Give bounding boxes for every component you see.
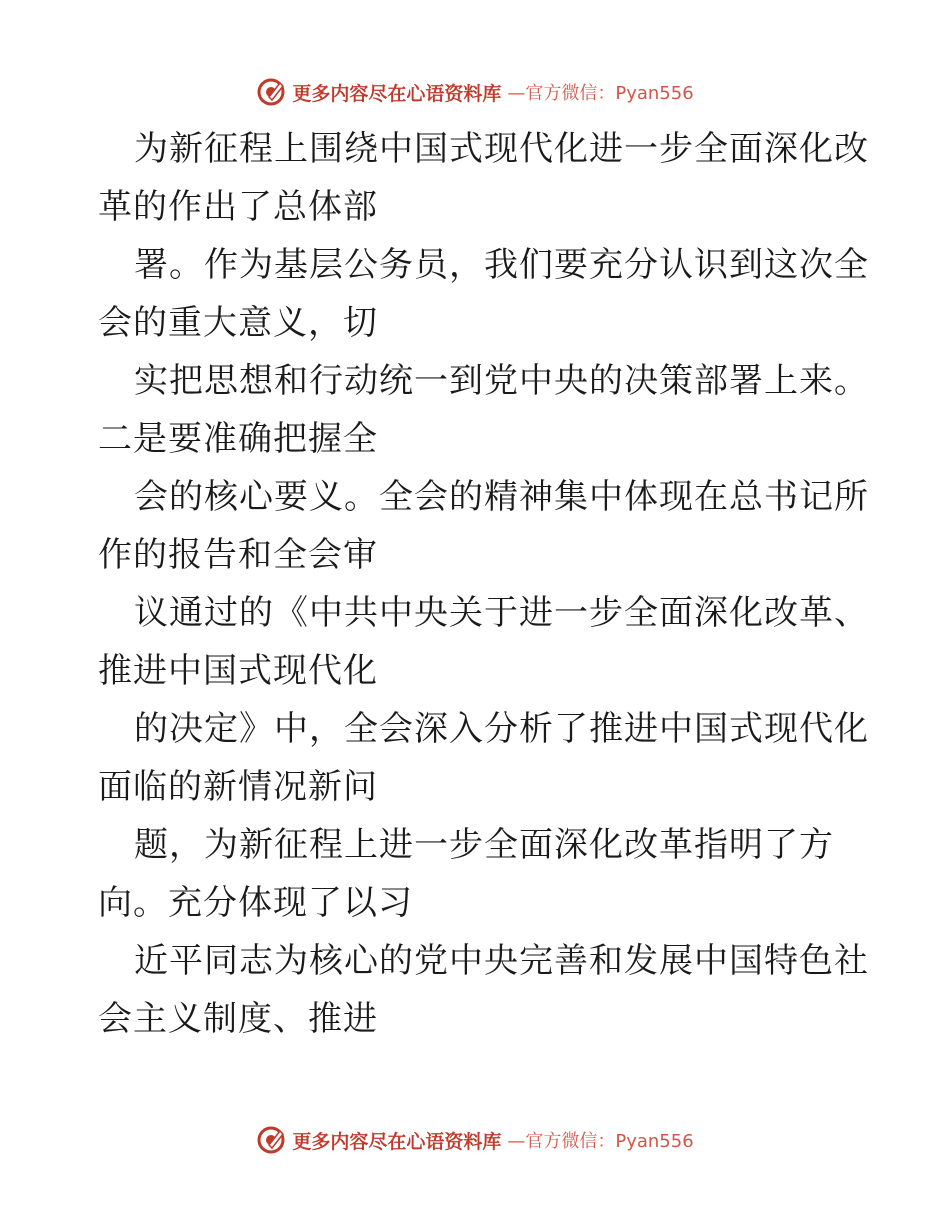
watermark-brand: 更多内容尽在心语资料库 (292, 82, 502, 105)
body-line: 署。作为基层公务员，我们要充分认识到这次全 (134, 245, 869, 285)
body-line: 革的作出了总体部 (98, 187, 378, 227)
body-line: 会主义制度、推进 (98, 999, 378, 1039)
watermark-contact: —官方微信：Pyan556 (507, 83, 694, 104)
body-line: 题，为新征程上进一步全面深化改革指明了方 (134, 825, 834, 865)
body-line: 二是要准确把握全 (98, 419, 378, 459)
body-line: 为新征程上围绕中国式现代化进一步全面深化改 (134, 129, 869, 169)
body-line: 会的核心要义。全会的精神集中体现在总书记所 (134, 477, 869, 517)
header-watermark (0, 72, 950, 112)
pen-logo-icon (256, 77, 286, 107)
body-line: 会的重大意义，切 (98, 303, 378, 343)
body-line: 实把思想和行动统一到党中央的决策部署上来。 (134, 361, 869, 401)
body-line: 的决定》中，全会深入分析了推进中国式现代化 (134, 709, 869, 749)
body-line: 作的报告和全会审 (98, 535, 378, 575)
body-line: 议通过的《中共中央关于进一步全面深化改革、 (134, 593, 869, 633)
body-line: 面临的新情况新问 (98, 767, 378, 807)
body-line: 近平同志为核心的党中央完善和发展中国特色社 (134, 941, 869, 981)
pen-logo-icon (256, 1125, 286, 1155)
footer-watermark (0, 1120, 950, 1160)
watermark-brand: 更多内容尽在心语资料库 (292, 1130, 502, 1153)
body-line: 推进中国式现代化 (98, 651, 378, 691)
document-body (98, 120, 869, 1048)
body-line: 向。充分体现了以习 (98, 883, 413, 923)
watermark-contact: —官方微信：Pyan556 (507, 1131, 694, 1152)
